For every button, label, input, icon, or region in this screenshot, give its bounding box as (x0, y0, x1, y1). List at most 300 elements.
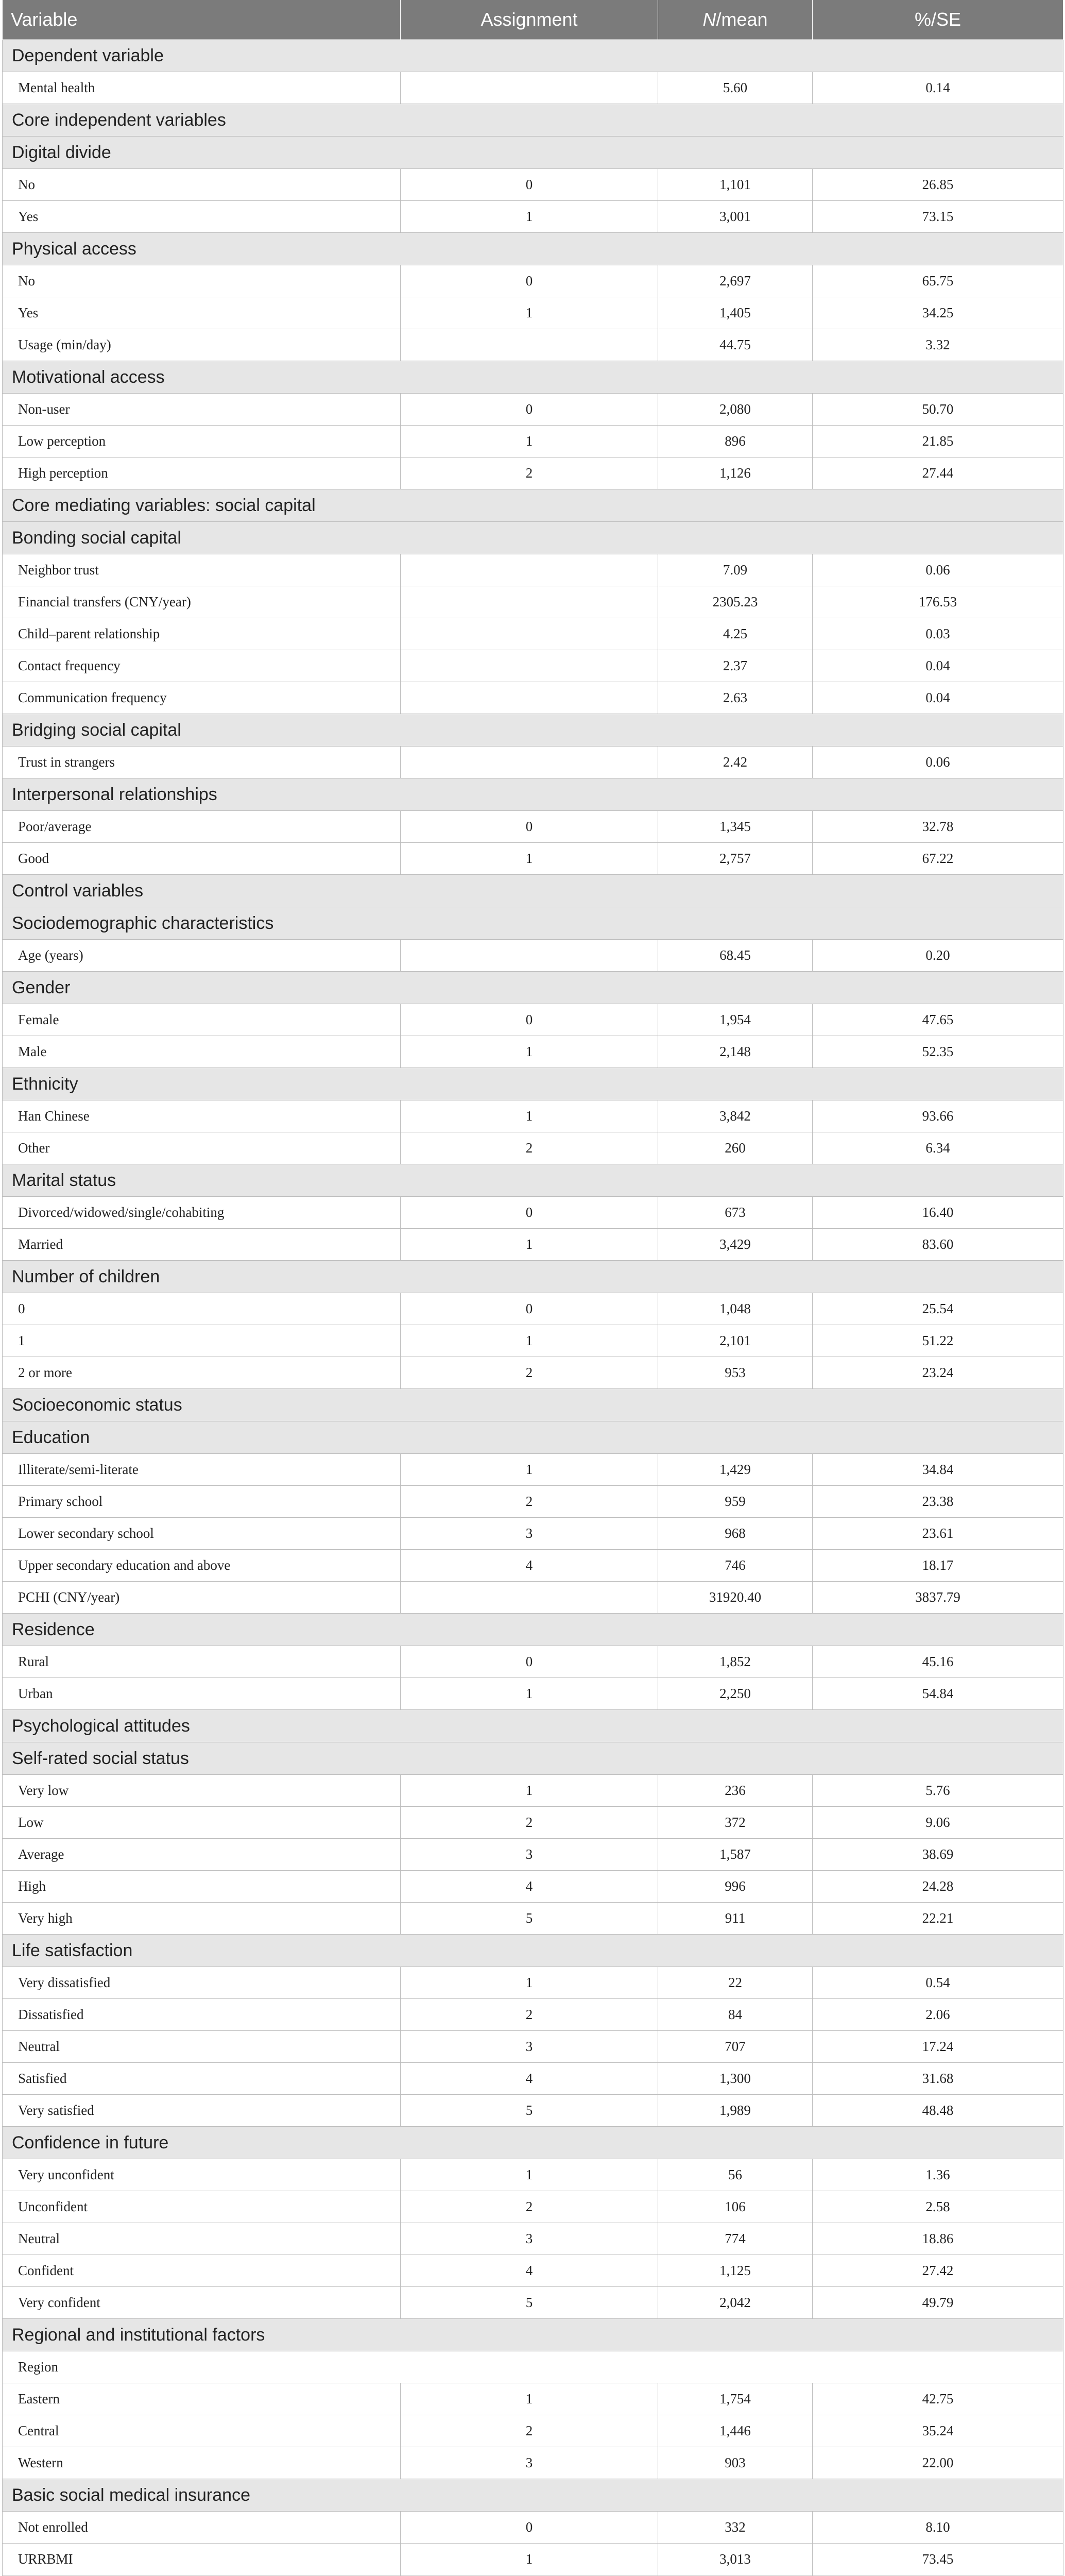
table-row (3, 2031, 1063, 2063)
row-assignment: 1 (401, 1325, 658, 1357)
row-n-mean: 2,697 (658, 265, 813, 297)
row-label: Neutral (3, 2031, 401, 2063)
table-body (3, 40, 1063, 2576)
row-n-mean: 2,148 (658, 1036, 813, 1068)
row-assignment: 4 (401, 1550, 658, 1582)
row-n-mean: 1,101 (658, 169, 813, 201)
row-pct-se: 23.24 (813, 1357, 1063, 1389)
section-header-row (3, 233, 1063, 265)
row-assignment: 1 (401, 2159, 658, 2191)
section-label: Basic social medical insurance (3, 2479, 1063, 2512)
table-row (3, 1036, 1063, 1068)
row-label: Unconfident (3, 2191, 401, 2223)
row-assignment: 0 (401, 169, 658, 201)
row-label: Very satisfied (3, 2095, 401, 2127)
row-label: Eastern (3, 2383, 401, 2415)
row-pct-se: 93.66 (813, 1100, 1063, 1132)
row-label: Han Chinese (3, 1100, 401, 1132)
table-row (3, 297, 1063, 329)
row-n-mean: 106 (658, 2191, 813, 2223)
row-pct-se: 1.36 (813, 2159, 1063, 2191)
row-n-mean: 3,013 (658, 2544, 813, 2575)
row-assignment: 3 (401, 2447, 658, 2479)
row-n-mean: 2,042 (658, 2287, 813, 2319)
row-assignment: 1 (401, 1967, 658, 1999)
header-pct-se: %/SE (813, 0, 1063, 40)
row-n-mean: 22 (658, 1967, 813, 1999)
section-header-row (3, 2127, 1063, 2159)
table-row (3, 2095, 1063, 2127)
row-pct-se: 16.40 (813, 1197, 1063, 1229)
row-n-mean: 1,300 (658, 2063, 813, 2095)
section-header-row (3, 2319, 1063, 2351)
row-label: Illiterate/semi-literate (3, 1454, 401, 1486)
section-header-row (3, 1614, 1063, 1646)
row-assignment: 1 (401, 1036, 658, 1068)
row-label: Yes (3, 297, 401, 329)
table-row (3, 2415, 1063, 2447)
section-label: Marital status (3, 1164, 1063, 1197)
row-label: 2 or more (3, 1357, 401, 1389)
table-row (3, 586, 1063, 618)
row-n-mean: 903 (658, 2447, 813, 2479)
row-label: Financial transfers (CNY/year) (3, 586, 401, 618)
table-row (3, 169, 1063, 201)
row-n-mean: 2.63 (658, 682, 813, 714)
section-label: Number of children (3, 1261, 1063, 1293)
row-pct-se: 0.04 (813, 682, 1063, 714)
row-pct-se: 2.06 (813, 1999, 1063, 2031)
table-row (3, 1678, 1063, 1710)
subheader-label: Region (3, 2351, 1063, 2383)
table-row (3, 940, 1063, 972)
row-pct-se: 48.48 (813, 2095, 1063, 2127)
row-label: Urban (3, 1678, 401, 1710)
section-header-row (3, 875, 1063, 907)
row-n-mean: 1,754 (658, 2383, 813, 2415)
row-pct-se: 73.15 (813, 201, 1063, 233)
row-label: Male (3, 1036, 401, 1068)
row-pct-se: 54.84 (813, 1678, 1063, 1710)
table-row (3, 2544, 1063, 2575)
section-label: Education (3, 1421, 1063, 1454)
table-row (3, 1550, 1063, 1582)
row-label: Divorced/widowed/single/cohabiting (3, 1197, 401, 1229)
row-n-mean: 3,842 (658, 1100, 813, 1132)
table-row (3, 1582, 1063, 1614)
table-row (3, 2447, 1063, 2479)
header-assignment: Assignment (401, 0, 658, 40)
table-row (3, 2512, 1063, 2544)
section-label: Dependent variable (3, 40, 1063, 72)
row-pct-se: 65.75 (813, 265, 1063, 297)
row-n-mean: 5.60 (658, 72, 813, 104)
row-assignment: 5 (401, 1903, 658, 1935)
row-pct-se: 34.25 (813, 297, 1063, 329)
row-pct-se: 34.84 (813, 1454, 1063, 1486)
row-pct-se: 0.06 (813, 554, 1063, 586)
table-row (3, 811, 1063, 843)
section-header-row (3, 907, 1063, 940)
row-pct-se: 3837.79 (813, 1582, 1063, 1614)
row-n-mean: 896 (658, 426, 813, 457)
row-assignment: 1 (401, 2383, 658, 2415)
row-n-mean: 673 (658, 1197, 813, 1229)
table-row (3, 2191, 1063, 2223)
row-assignment: 0 (401, 1646, 658, 1678)
row-label: Female (3, 1004, 401, 1036)
row-assignment: 5 (401, 2287, 658, 2319)
section-header-row (3, 40, 1063, 72)
row-assignment: 1 (401, 297, 658, 329)
row-assignment: 0 (401, 1293, 658, 1325)
section-label: Control variables (3, 875, 1063, 907)
section-header-row (3, 104, 1063, 137)
row-n-mean: 56 (658, 2159, 813, 2191)
row-pct-se: 24.28 (813, 1871, 1063, 1903)
row-label: Very unconfident (3, 2159, 401, 2191)
row-label: PCHI (CNY/year) (3, 1582, 401, 1614)
row-assignment (401, 682, 658, 714)
row-pct-se: 52.35 (813, 1036, 1063, 1068)
row-n-mean: 372 (658, 1807, 813, 1839)
row-label: Lower secondary school (3, 1518, 401, 1550)
section-label: Bridging social capital (3, 714, 1063, 747)
table-row (3, 201, 1063, 233)
section-header-row (3, 489, 1063, 522)
row-pct-se: 0.06 (813, 747, 1063, 778)
section-label: Self-rated social status (3, 1742, 1063, 1775)
header-mean-label: /mean (716, 9, 768, 30)
table-row (3, 1486, 1063, 1518)
section-header-row (3, 1421, 1063, 1454)
row-n-mean: 31920.40 (658, 1582, 813, 1614)
row-assignment: 2 (401, 1999, 658, 2031)
row-assignment: 0 (401, 1197, 658, 1229)
row-label: High perception (3, 457, 401, 489)
row-pct-se: 18.17 (813, 1550, 1063, 1582)
table-row (3, 1999, 1063, 2031)
table-row (3, 1004, 1063, 1036)
row-assignment (401, 618, 658, 650)
row-n-mean: 332 (658, 2512, 813, 2544)
row-n-mean: 7.09 (658, 554, 813, 586)
row-pct-se: 22.21 (813, 1903, 1063, 1935)
section-label: Socioeconomic status (3, 1389, 1063, 1421)
row-assignment: 1 (401, 1454, 658, 1486)
header-variable: Variable (3, 0, 401, 40)
table-row (3, 2287, 1063, 2319)
table-row (3, 1839, 1063, 1871)
row-label: No (3, 169, 401, 201)
row-pct-se: 32.78 (813, 811, 1063, 843)
table-row (3, 426, 1063, 457)
section-header-row (3, 2479, 1063, 2512)
row-assignment: 1 (401, 843, 658, 875)
row-label: High (3, 1871, 401, 1903)
row-n-mean: 2,101 (658, 1325, 813, 1357)
row-pct-se: 0.20 (813, 940, 1063, 972)
row-assignment: 0 (401, 394, 658, 426)
row-label: Communication frequency (3, 682, 401, 714)
row-label: Satisfied (3, 2063, 401, 2095)
row-n-mean: 774 (658, 2223, 813, 2255)
row-n-mean: 1,048 (658, 1293, 813, 1325)
row-assignment (401, 940, 658, 972)
row-pct-se: 38.69 (813, 1839, 1063, 1871)
row-n-mean: 1,405 (658, 297, 813, 329)
section-header-row (3, 972, 1063, 1004)
row-n-mean: 2.42 (658, 747, 813, 778)
row-pct-se: 67.22 (813, 843, 1063, 875)
row-pct-se: 5.76 (813, 1775, 1063, 1807)
row-n-mean: 1,446 (658, 2415, 813, 2447)
table-row (3, 1100, 1063, 1132)
section-label: Life satisfaction (3, 1935, 1063, 1967)
row-label: 1 (3, 1325, 401, 1357)
row-pct-se: 25.54 (813, 1293, 1063, 1325)
row-assignment: 1 (401, 1100, 658, 1132)
row-label: Yes (3, 201, 401, 233)
section-header-row (3, 1261, 1063, 1293)
row-n-mean: 968 (658, 1518, 813, 1550)
table-row (3, 2159, 1063, 2191)
row-label: Other (3, 1132, 401, 1164)
table-row (3, 1646, 1063, 1678)
table-row (3, 747, 1063, 778)
row-label: Average (3, 1839, 401, 1871)
section-header-row (3, 522, 1063, 554)
row-label: Very low (3, 1775, 401, 1807)
row-label: Mental health (3, 72, 401, 104)
row-n-mean: 4.25 (658, 618, 813, 650)
section-label: Regional and institutional factors (3, 2319, 1063, 2351)
section-header-row (3, 1742, 1063, 1775)
row-pct-se: 27.44 (813, 457, 1063, 489)
table-row (3, 1229, 1063, 1261)
table-row (3, 1357, 1063, 1389)
section-label: Sociodemographic characteristics (3, 907, 1063, 940)
row-n-mean: 3,001 (658, 201, 813, 233)
row-n-mean: 746 (658, 1550, 813, 1582)
row-assignment: 1 (401, 2544, 658, 2575)
table-row (3, 1903, 1063, 1935)
row-pct-se: 50.70 (813, 394, 1063, 426)
row-label: Low perception (3, 426, 401, 457)
section-header-row (3, 778, 1063, 811)
row-pct-se: 8.10 (813, 2512, 1063, 2544)
row-assignment: 2 (401, 457, 658, 489)
table-row (3, 265, 1063, 297)
table-row (3, 650, 1063, 682)
row-label: Low (3, 1807, 401, 1839)
row-assignment: 1 (401, 201, 658, 233)
row-n-mean: 1,852 (658, 1646, 813, 1678)
section-header-row (3, 1164, 1063, 1197)
section-header-row (3, 361, 1063, 394)
row-n-mean: 911 (658, 1903, 813, 1935)
row-assignment (401, 329, 658, 361)
row-assignment: 2 (401, 2191, 658, 2223)
table-row (3, 1132, 1063, 1164)
row-pct-se: 0.03 (813, 618, 1063, 650)
table-row (3, 1775, 1063, 1807)
row-pct-se: 27.42 (813, 2255, 1063, 2287)
section-label: Core mediating variables: social capital (3, 489, 1063, 522)
row-label: Confident (3, 2255, 401, 2287)
row-label: URRBMI (3, 2544, 401, 2575)
row-assignment: 4 (401, 1871, 658, 1903)
table-row (3, 329, 1063, 361)
subheader-row (3, 2351, 1063, 2383)
row-pct-se: 23.61 (813, 1518, 1063, 1550)
row-label: Usage (min/day) (3, 329, 401, 361)
row-n-mean: 236 (658, 1775, 813, 1807)
section-label: Bonding social capital (3, 522, 1063, 554)
row-n-mean: 2,250 (658, 1678, 813, 1710)
header-n-mean (658, 0, 813, 40)
table-row (3, 554, 1063, 586)
table-row (3, 2383, 1063, 2415)
table-row (3, 1325, 1063, 1357)
row-label: Very confident (3, 2287, 401, 2319)
row-pct-se: 9.06 (813, 1807, 1063, 1839)
row-n-mean: 2,080 (658, 394, 813, 426)
row-n-mean: 260 (658, 1132, 813, 1164)
row-label: Dissatisfied (3, 1999, 401, 2031)
section-label: Gender (3, 972, 1063, 1004)
row-assignment: 1 (401, 1229, 658, 1261)
table-row (3, 1197, 1063, 1229)
row-n-mean: 2.37 (658, 650, 813, 682)
row-pct-se: 31.68 (813, 2063, 1063, 2095)
row-assignment: 4 (401, 2063, 658, 2095)
row-assignment: 3 (401, 1518, 658, 1550)
row-assignment: 3 (401, 2223, 658, 2255)
row-assignment (401, 586, 658, 618)
row-label: Contact frequency (3, 650, 401, 682)
section-header-row (3, 1389, 1063, 1421)
row-pct-se: 51.22 (813, 1325, 1063, 1357)
row-assignment: 2 (401, 1132, 658, 1164)
row-label: Trust in strangers (3, 747, 401, 778)
row-pct-se: 2.58 (813, 2191, 1063, 2223)
row-n-mean: 1,954 (658, 1004, 813, 1036)
row-assignment: 5 (401, 2095, 658, 2127)
table-row (3, 1871, 1063, 1903)
row-label: Primary school (3, 1486, 401, 1518)
table-row (3, 618, 1063, 650)
section-label: Physical access (3, 233, 1063, 265)
row-label: Upper secondary education and above (3, 1550, 401, 1582)
section-header-row (3, 1068, 1063, 1100)
row-assignment: 0 (401, 2512, 658, 2544)
row-n-mean: 1,345 (658, 811, 813, 843)
row-assignment: 3 (401, 2031, 658, 2063)
row-n-mean: 707 (658, 2031, 813, 2063)
table-header-row (3, 0, 1063, 40)
table-row (3, 2063, 1063, 2095)
row-assignment: 1 (401, 1678, 658, 1710)
row-assignment (401, 747, 658, 778)
row-assignment: 0 (401, 1004, 658, 1036)
table-row (3, 457, 1063, 489)
row-assignment: 2 (401, 1807, 658, 1839)
row-pct-se: 0.14 (813, 72, 1063, 104)
section-header-row (3, 137, 1063, 169)
row-pct-se: 3.32 (813, 329, 1063, 361)
table-row (3, 1807, 1063, 1839)
row-label: 0 (3, 1293, 401, 1325)
row-assignment: 1 (401, 1775, 658, 1807)
row-n-mean: 996 (658, 1871, 813, 1903)
row-pct-se: 26.85 (813, 169, 1063, 201)
row-label: Poor/average (3, 811, 401, 843)
row-pct-se: 17.24 (813, 2031, 1063, 2063)
row-n-mean: 2,757 (658, 843, 813, 875)
table-row (3, 1454, 1063, 1486)
row-pct-se: 47.65 (813, 1004, 1063, 1036)
table-row (3, 2223, 1063, 2255)
table-row (3, 394, 1063, 426)
row-label: Very dissatisfied (3, 1967, 401, 1999)
row-n-mean: 1,587 (658, 1839, 813, 1871)
row-pct-se: 18.86 (813, 2223, 1063, 2255)
table-row (3, 2255, 1063, 2287)
row-assignment: 1 (401, 426, 658, 457)
row-n-mean: 1,989 (658, 2095, 813, 2127)
row-pct-se: 0.54 (813, 1967, 1063, 1999)
row-pct-se: 83.60 (813, 1229, 1063, 1261)
section-label: Interpersonal relationships (3, 778, 1063, 811)
section-header-row (3, 1935, 1063, 1967)
row-n-mean: 953 (658, 1357, 813, 1389)
row-label: Neighbor trust (3, 554, 401, 586)
row-pct-se: 21.85 (813, 426, 1063, 457)
row-assignment (401, 650, 658, 682)
row-label: Rural (3, 1646, 401, 1678)
row-n-mean: 3,429 (658, 1229, 813, 1261)
table-row (3, 1967, 1063, 1999)
row-label: Neutral (3, 2223, 401, 2255)
row-assignment (401, 554, 658, 586)
row-label: Western (3, 2447, 401, 2479)
row-label: Very high (3, 1903, 401, 1935)
row-pct-se: 42.75 (813, 2383, 1063, 2415)
row-assignment: 3 (401, 1839, 658, 1871)
section-label: Psychological attitudes (3, 1710, 1063, 1742)
section-header-row (3, 1710, 1063, 1742)
row-n-mean: 1,429 (658, 1454, 813, 1486)
section-label: Motivational access (3, 361, 1063, 394)
row-assignment: 2 (401, 2415, 658, 2447)
row-assignment: 2 (401, 1486, 658, 1518)
section-label: Digital divide (3, 137, 1063, 169)
table-row (3, 1293, 1063, 1325)
row-n-mean: 68.45 (658, 940, 813, 972)
row-pct-se: 45.16 (813, 1646, 1063, 1678)
row-pct-se: 6.34 (813, 1132, 1063, 1164)
table-row (3, 682, 1063, 714)
row-pct-se: 23.38 (813, 1486, 1063, 1518)
row-n-mean: 2305.23 (658, 586, 813, 618)
row-assignment: 0 (401, 265, 658, 297)
row-n-mean: 84 (658, 1999, 813, 2031)
row-pct-se: 0.04 (813, 650, 1063, 682)
row-label: Non-user (3, 394, 401, 426)
row-assignment (401, 1582, 658, 1614)
row-assignment: 4 (401, 2255, 658, 2287)
